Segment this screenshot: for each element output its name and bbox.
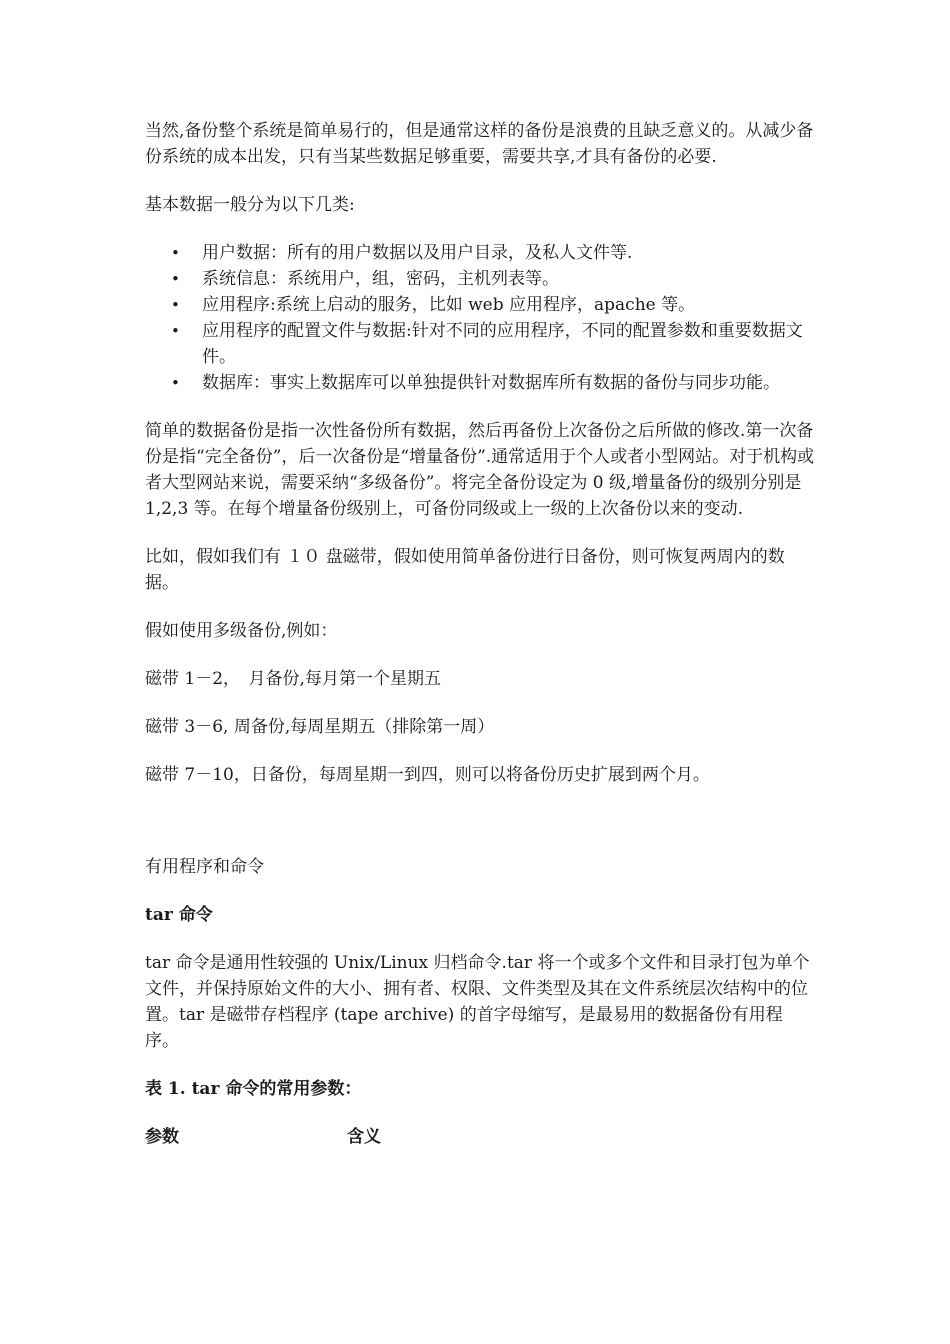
paragraph-simple-backup: 简单的数据备份是指一次性备份所有数据，然后再备份上次备份之后所做的修改.第一次备份是指“完全备份”，后一次备份是“增量备份”.通常适用于个人或者小型网站。对于机构或者大型网站来说，需要采纳“多级备份”。将完全备份设定为 0 级,增量备份的级别分别是 1,2,3 等。在每个增量备份级别上，可备份同级或上一级的上次备份以来的变动. (145, 421, 815, 519)
bullet-icon: • (171, 244, 180, 262)
list-item-text: 应用程序:系统上启动的服务，比如 web 应用程序，apache 等。 (202, 295, 696, 315)
table-header-param: 参数 (145, 1127, 179, 1147)
paragraph-backup-intro: 当然,备份整个系统是简单易行的，但是通常这样的备份是浪费的且缺乏意义的。从减少备份系统的成本出发，只有当某些数据足够重要，需要共享,才具有备份的必要. (145, 121, 814, 167)
paragraph-multilevel: 假如使用多级备份,例如： (145, 621, 338, 641)
bullet-icon: • (171, 374, 180, 392)
table-caption: 表 1. tar 命令的常用参数： (145, 1079, 362, 1099)
list-item (145, 318, 815, 370)
table-header-meaning: 含义 (347, 1127, 381, 1147)
paragraph-tape-weekly: 磁带 3－6, 周备份,每周星期五（排除第一周） (145, 717, 495, 737)
paragraph-tar-description: tar 命令是通用性较强的 Unix/Linux 归档命令.tar 将一个或多个文件和目录打包为单个文件，并保持原始文件的大小、拥有者、权限、文件类型及其在文件系统层次结构中的位置。tar 是磁带存档程序 (tape archive) 的首字母缩写，是最易用的数据备份有用程序。 (145, 953, 810, 1051)
paragraph-tape-monthly: 磁带 1－2， 月备份,每月第一个星期五 (145, 669, 441, 689)
data-category-list (145, 240, 815, 396)
table-header-row (145, 1124, 815, 1150)
list-item-text: 数据库：事实上数据库可以单独提供针对数据库所有数据的备份与同步功能。 (202, 373, 780, 393)
bullet-icon: • (171, 322, 180, 340)
section-heading-tar: tar 命令 (145, 905, 213, 925)
page-break-mark (145, 810, 815, 818)
paragraph-data-categories: 基本数据一般分为以下几类: (145, 195, 355, 215)
list-item (145, 240, 815, 266)
list-item (145, 292, 815, 318)
list-item-text: 系统信息：系统用户，组，密码，主机列表等。 (202, 269, 559, 289)
bullet-icon: • (171, 296, 180, 314)
list-item-text: 应用程序的配置文件与数据:针对不同的应用程序，不同的配置参数和重要数据文件。 (202, 321, 803, 367)
paragraph-tape-daily: 磁带 7－10，日备份，每周星期一到四，则可以将备份历史扩展到两个月。 (145, 765, 710, 785)
bullet-icon: • (171, 270, 180, 288)
list-item-text: 用户数据：所有的用户数据以及用户目录，及私人文件等. (202, 243, 633, 263)
paragraph-tape-example: 比如，假如我们有 １０ 盘磁带，假如使用简单备份进行日备份，则可恢复两周内的数据。 (145, 547, 785, 593)
list-item (145, 266, 815, 292)
section-heading-utilities: 有用程序和命令 (145, 857, 264, 877)
document-page (145, 118, 815, 1150)
list-item (145, 370, 815, 396)
